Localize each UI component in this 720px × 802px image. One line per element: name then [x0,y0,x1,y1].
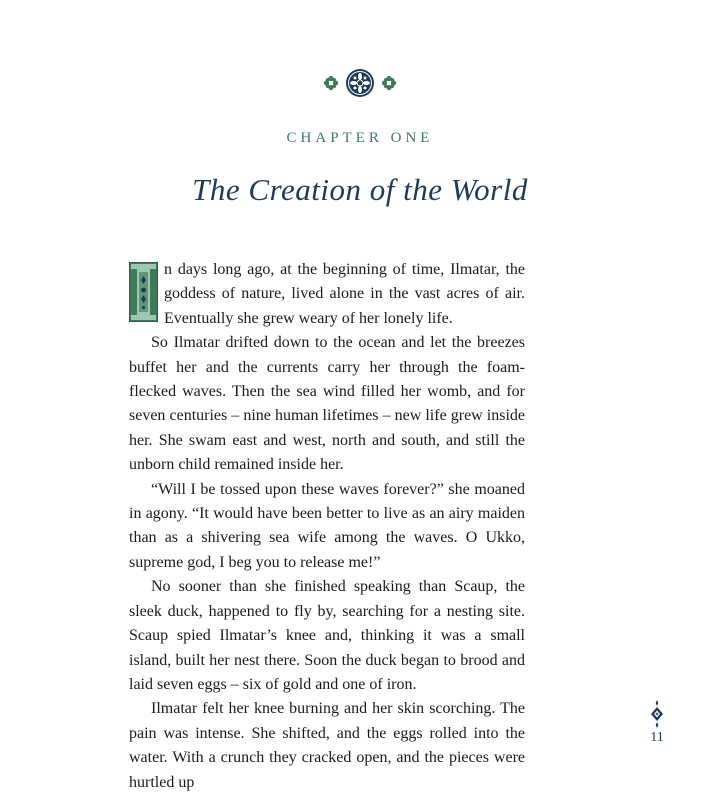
paragraph-4: No sooner than she finished speaking than Scaup, the sleek duck, happened to fly by, searching for a nesting site. Scaup spied Ilmatar’s knee and, thinking it was a small island, built her nest there. Soon the duck began to brood and laid seven eggs – six of gold and one of iron. [129,578,525,693]
paragraph-5: Ilmatar felt her knee burning and her skin scorching. The pain was intense. She shifted, and the eggs rolled into the water. With a crunch they cracked open, and the pieces were hurtled up [129,700,525,791]
paragraph-1 [129,258,525,331]
paragraph-3: “Will I be tossed upon these waves forever?” she moaned in agony. “It would have been better to live as an airy maiden than as a shivering sea wife among the waves. O Ukko, supreme god, I beg you to release me!” [129,480,525,571]
paragraph-2: So Ilmatar drifted down to the ocean and let the breezes buffet her and the currents carry her through the foam-flecked waves. Then the sea wind filled her womb, and for seven centuries – nine human lifetimes – new life grew inside her. She swam east and west, north and south, and still the unborn child remained inside her. [129,334,525,474]
chapter-title: The Creation of the World [192,172,528,207]
flower-icon [381,75,397,91]
diamond-ornament-icon [649,700,665,728]
drop-cap-i-icon [129,262,158,322]
flower-icon [323,75,339,91]
paragraph-text: n days long ago, at the beginning of time, Ilmatar, the goddess of nature, lived alone in the vast acres of air. Eventually she grew weary of her lonely life. [164,261,525,327]
page-number: 11 [650,730,664,745]
header-ornament [0,66,720,100]
body-text [129,258,525,795]
rosette-medallion-icon [345,68,375,98]
chapter-label: CHAPTER ONE [286,130,434,146]
